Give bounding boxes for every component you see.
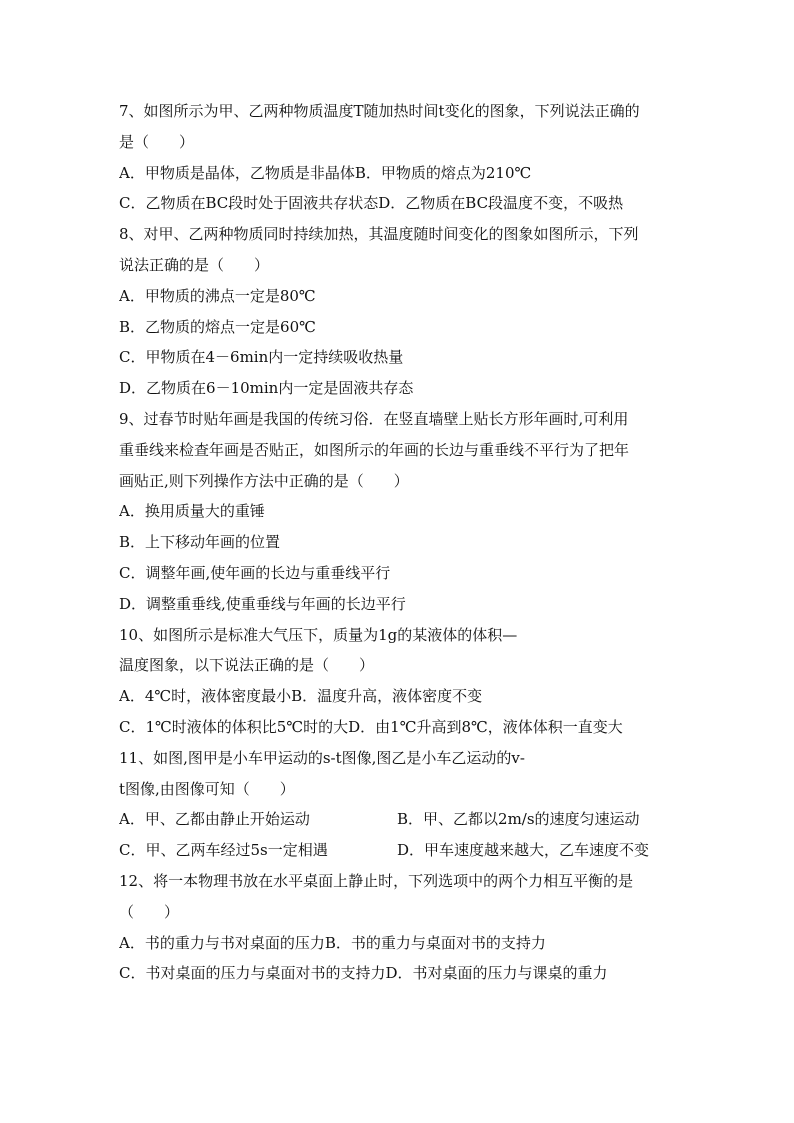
option-a: A．甲、乙都由静止开始运动: [119, 810, 310, 829]
option-a: A．换用质量大的重锤: [119, 502, 265, 521]
question-10: [119, 620, 679, 743]
option-line: A．书的重力与书对桌面的压力B．书的重力与桌面对书的支持力: [119, 933, 546, 952]
question-stem-line: 是（ ）: [119, 132, 195, 151]
question-stem-line: 8、对甲、乙两种物质同时持续加热，其温度随时间变化的图象如图所示，下列: [119, 225, 639, 244]
question-stem-line: 温度图象，以下说法正确的是（ ）: [119, 656, 375, 675]
question-stem-line: 11、如图,图甲是小车甲运动的s-t图像,图乙是小车乙运动的v-: [119, 748, 525, 767]
option-b: B．上下移动年画的位置: [119, 533, 281, 552]
option-d: D．调整重垂线,使重垂线与年画的长边平行: [119, 594, 406, 613]
question-stem-line: 7、如图所示为甲、乙两种物质温度T随加热时间t变化的图象，下列说法正确的: [119, 102, 640, 120]
question-stem-line: t图像,由图像可知（ ）: [119, 779, 295, 798]
option-row: [119, 804, 679, 835]
option-b: B．乙物质的熔点一定是60℃: [119, 317, 316, 336]
option-b: B．甲、乙都以2m/s的速度匀速运动: [397, 810, 640, 829]
question-stem-line: 9、过春节时贴年画是我国的传统习俗．在竖直墙壁上贴长方形年画时,可利用: [119, 409, 629, 428]
option-line: C．1℃时液体的体积比5℃时的大D．由1℃升高到8℃，液体体积一直变大: [119, 717, 623, 736]
option-line: A．4℃时，液体密度最小B．温度升高，液体密度不变: [119, 687, 483, 706]
question-stem-line: 说法正确的是（ ）: [119, 255, 270, 274]
option-line: C．书对桌面的压力与桌面对书的支持力D．书对桌面的压力与课桌的重力: [119, 964, 608, 983]
question-8: [119, 219, 679, 404]
question-11: [119, 743, 679, 866]
option-c: C．甲物质在4－6min内一定持续吸收热量: [119, 348, 404, 367]
question-list: [119, 96, 679, 989]
question-12: [119, 866, 679, 989]
option-c: C．甲、乙两车经过5s一定相遇: [119, 841, 328, 860]
question-9: [119, 404, 679, 620]
option-line: A．甲物质是晶体，乙物质是非晶体B．甲物质的熔点为210℃: [119, 163, 532, 182]
option-row: [119, 835, 679, 866]
option-line: C．乙物质在BC段时处于固液共存状态D．乙物质在BC段温度不变，不吸热: [119, 194, 624, 213]
option-c: C．调整年画,使年画的长边与重垂线平行: [119, 563, 391, 582]
option-d: D．甲车速度越来越大，乙车速度不变: [397, 841, 650, 860]
option-a: A．甲物质的沸点一定是80℃: [119, 286, 316, 305]
question-7: [119, 96, 679, 219]
question-stem-line: （ ）: [119, 902, 180, 921]
question-stem-line: 重垂线来检查年画是否贴正，如图所示的年画的长边与重垂线不平行为了把年: [119, 440, 630, 459]
question-stem-line: 10、如图所示是标准大气压下，质量为1g的某液体的体积—: [119, 625, 518, 644]
option-d: D．乙物质在6－10min内一定是固液共存态: [119, 379, 414, 398]
question-stem-line: 12、将一本物理书放在水平桌面上静止时，下列选项中的两个力相互平衡的是: [119, 871, 634, 890]
question-stem-line: 画贴正,则下列操作方法中正确的是（ ）: [119, 471, 409, 490]
